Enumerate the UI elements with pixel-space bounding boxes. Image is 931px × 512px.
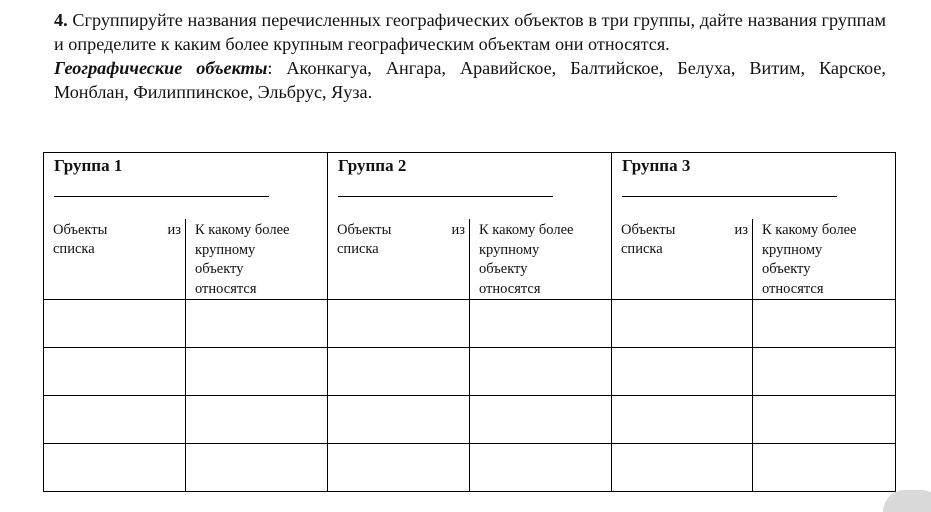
page-corner-decoration xyxy=(883,490,931,512)
answer-cell[interactable] xyxy=(186,396,328,444)
answer-cell[interactable] xyxy=(44,348,186,396)
group-1-title: Группа 1 xyxy=(54,156,123,175)
bigger-header-line-1: К какому более xyxy=(195,222,290,238)
answer-cell[interactable] xyxy=(328,444,470,492)
objects-header-word-2: из xyxy=(167,222,181,238)
answer-cell[interactable] xyxy=(328,300,470,348)
group-3-header xyxy=(612,153,896,220)
objects-header-word-1: Объекты xyxy=(53,222,108,238)
answer-cell[interactable] xyxy=(753,396,896,444)
bigger-header-line-1: К какому более xyxy=(762,222,857,238)
objects-header-word-3: списка xyxy=(621,241,663,257)
answer-row xyxy=(44,396,896,444)
bigger-header-line-4: относятся xyxy=(762,280,824,297)
bigger-header-line-3: объекту xyxy=(195,261,244,277)
bigger-header-line-4: относятся xyxy=(479,280,541,297)
objects-column-header xyxy=(44,219,186,300)
bigger-object-column-header xyxy=(186,219,328,300)
bigger-header-line-2: крупному xyxy=(195,241,256,258)
answer-cell[interactable] xyxy=(753,348,896,396)
answer-cell[interactable] xyxy=(328,396,470,444)
answer-cell[interactable] xyxy=(470,300,612,348)
answer-cell[interactable] xyxy=(44,396,186,444)
objects-column-header xyxy=(612,219,753,300)
objects-header-word-3: списка xyxy=(337,241,379,257)
answer-cell[interactable] xyxy=(470,444,612,492)
group-header-row xyxy=(44,153,896,220)
answer-cell[interactable] xyxy=(612,300,753,348)
answer-cell[interactable] xyxy=(612,348,753,396)
bigger-header-line-1: К какому более xyxy=(479,222,574,238)
group-2-header xyxy=(328,153,612,220)
subheader-row xyxy=(44,219,896,300)
answer-cell[interactable] xyxy=(44,444,186,492)
answer-cell[interactable] xyxy=(186,444,328,492)
answer-cell[interactable] xyxy=(186,348,328,396)
answer-row xyxy=(44,300,896,348)
group-2-title: Группа 2 xyxy=(338,156,407,175)
answer-cell[interactable] xyxy=(753,300,896,348)
answer-cell[interactable] xyxy=(328,348,470,396)
bigger-header-line-3: объекту xyxy=(479,261,528,277)
group-3-title: Группа 3 xyxy=(622,156,691,175)
task-number: 4. xyxy=(54,10,68,30)
group-2-name-blank[interactable] xyxy=(338,196,553,197)
group-1-name-blank[interactable] xyxy=(54,196,269,197)
task-instruction: Сгруппируйте названия перечисленных географических объектов в три группы, дайте названия группам и определите к каким более крупным географическим объектам они относятся. xyxy=(54,10,886,54)
answer-cell[interactable] xyxy=(44,300,186,348)
answer-cell[interactable] xyxy=(470,348,612,396)
task-text xyxy=(54,8,886,104)
answer-cell[interactable] xyxy=(186,300,328,348)
bigger-header-line-3: объекту xyxy=(762,261,811,277)
bigger-header-line-2: крупному xyxy=(479,241,540,258)
answer-cell[interactable] xyxy=(612,444,753,492)
objects-header-word-1: Объекты xyxy=(621,222,676,238)
objects-header-word-1: Объекты xyxy=(337,222,392,238)
bigger-object-column-header xyxy=(753,219,896,300)
answer-cell[interactable] xyxy=(612,396,753,444)
group-3-name-blank[interactable] xyxy=(622,196,837,197)
objects-column-header xyxy=(328,219,470,300)
objects-header-word-2: из xyxy=(734,222,748,238)
answer-cell[interactable] xyxy=(753,444,896,492)
answer-row xyxy=(44,348,896,396)
objects-label: Географические объекты xyxy=(54,58,268,78)
bigger-header-line-4: относятся xyxy=(195,280,257,297)
bigger-object-column-header xyxy=(470,219,612,300)
answer-row xyxy=(44,444,896,492)
groups-table xyxy=(43,152,896,492)
bigger-header-line-2: крупному xyxy=(762,241,823,258)
objects-list: : Аконкагуа, Ангара, Аравийское, Балтийское, Белуха, Витим, Карское, Монблан, Филиппинское, Эльбрус, Яуза. xyxy=(54,58,886,102)
answer-cell[interactable] xyxy=(470,396,612,444)
objects-header-word-2: из xyxy=(451,222,465,238)
objects-header-word-3: списка xyxy=(53,241,95,257)
group-1-header xyxy=(44,153,328,220)
